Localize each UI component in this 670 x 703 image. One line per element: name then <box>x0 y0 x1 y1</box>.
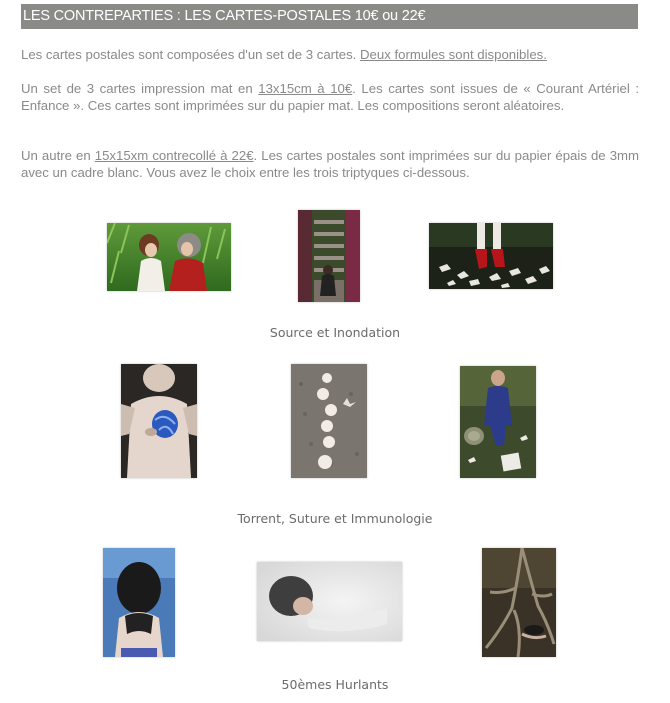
postcard-photo-red-boots-paper[interactable] <box>429 223 553 289</box>
formula-2-paragraph <box>21 147 639 181</box>
formula-1-before: Un set de 3 cartes impression mat en <box>21 81 259 96</box>
triptych-caption-50emes-hurlants: 50èmes Hurlants <box>281 677 389 692</box>
postcard-photo-flowers-on-asphalt[interactable] <box>291 364 367 478</box>
formula-1-link[interactable]: 13x15cm à 10€ <box>258 81 353 96</box>
postcard-photo-girls-in-grass[interactable] <box>107 223 231 291</box>
postcard-photo-man-in-suit-forest[interactable] <box>460 366 536 478</box>
postcard-photo-blue-heart[interactable] <box>121 364 197 478</box>
triptych-caption-source-inondation: Source et Inondation <box>269 325 401 340</box>
postcard-photo-woman-lying-white[interactable] <box>257 562 402 641</box>
formula-2-before: Un autre en <box>21 148 95 163</box>
postcard-photo-tree-roots[interactable] <box>482 548 556 657</box>
formula-1-after: . Les cartes sont issues de « Courant Artériel : Enfance ». Ces cartes sont imprimées sur du papier mat. Les compositions seront aléatoires. <box>21 81 639 113</box>
triptych-caption-torrent-suture-immunologie: Torrent, Suture et Immunologie <box>237 511 433 526</box>
intro-paragraph <box>21 46 639 63</box>
formula-2-after: . Les cartes postales sont imprimées sur du papier épais de 3mm avec un cadre blanc. Vous avez le choix entre les trois triptyques ci-dessous. <box>21 148 639 180</box>
section-title: LES CONTREPARTIES : LES CARTES-POSTALES 10€ ou 22€ <box>21 4 638 29</box>
formula-1-paragraph <box>21 80 639 114</box>
formulas-link[interactable]: Deux formules sont disponibles. <box>360 47 547 62</box>
postcard-photo-child-on-stairs[interactable] <box>298 210 360 302</box>
postcard-photo-woman-back-water[interactable] <box>103 548 175 657</box>
intro-text: Les cartes postales sont composées d'un set de 3 cartes. <box>21 47 360 62</box>
formula-2-link[interactable]: 15x15xm contrecollé à 22€ <box>94 148 254 163</box>
